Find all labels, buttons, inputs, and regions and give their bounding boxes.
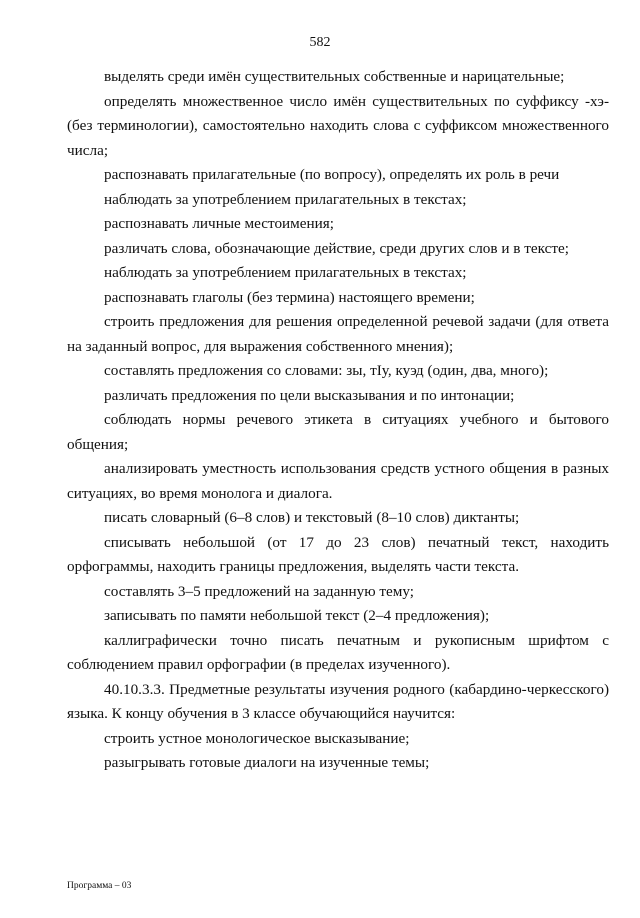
document-body	[67, 65, 609, 776]
paragraph: разыгрывать готовые диалоги на изученные темы;	[104, 754, 430, 771]
paragraph: составлять 3–5 предложений на заданную тему;	[104, 582, 414, 600]
paragraph: строить предложения для решения определенной речевой задачи (для ответа на заданный вопрос, для выражения собственного мнения);	[67, 313, 609, 355]
paragraph: определять множественное число имён существительных по суффиксу -хэ- (без терминологии), самостоятельно находить слова с суффиксом множественного числа;	[67, 92, 609, 159]
paragraph: распознавать глаголы (без термина) настоящего времени;	[104, 288, 475, 306]
page-number: 582	[309, 35, 331, 50]
paragraph: списывать небольшой (от 17 до 23 слов) печатный текст, находить орфограммы, находить границы предложения, выделять части текста.	[67, 533, 609, 575]
paragraph: строить устное монологическое высказывание;	[104, 729, 410, 747]
paragraph: наблюдать за употреблением прилагательных в текстах;	[104, 190, 467, 208]
paragraph: каллиграфически точно писать печатным и рукописным шрифтом с соблюдением правил орфографии (в пределах изученного).	[67, 631, 609, 673]
paragraph: составлять предложения со словами: зы, тIу, куэд (один, два, много);	[104, 362, 549, 379]
paragraph: записывать по памяти небольшой текст (2–4 предложения);	[104, 607, 490, 624]
paragraph: наблюдать за употреблением прилагательных в текстах;	[104, 264, 467, 281]
paragraph: распознавать личные местоимения;	[104, 215, 334, 232]
paragraph: распознавать прилагательные (по вопросу), определять их роль в речи	[104, 166, 560, 183]
paragraph: соблюдать нормы речевого этикета в ситуациях учебного и бытового общения;	[67, 411, 609, 453]
paragraph: анализировать уместность использования средств устного общения в разных ситуациях, во время монолога и диалога.	[67, 460, 609, 502]
paragraph: выделять среди имён существительных собственные и нарицательные;	[104, 68, 565, 85]
paragraph: различать слова, обозначающие действие, среди других слов и в тексте;	[104, 239, 569, 257]
section-heading-paragraph: 40.10.3.3. Предметные результаты изучения родного (кабардино-черкесского) языка. К концу обучения в 3 классе обучающийся научится:	[67, 680, 609, 722]
page-footer: Программа – 03	[67, 881, 132, 891]
paragraph: различать предложения по цели высказывания и по интонации;	[104, 386, 515, 404]
paragraph: писать словарный (6–8 слов) и текстовый (8–10 слов) диктанты;	[104, 509, 520, 526]
